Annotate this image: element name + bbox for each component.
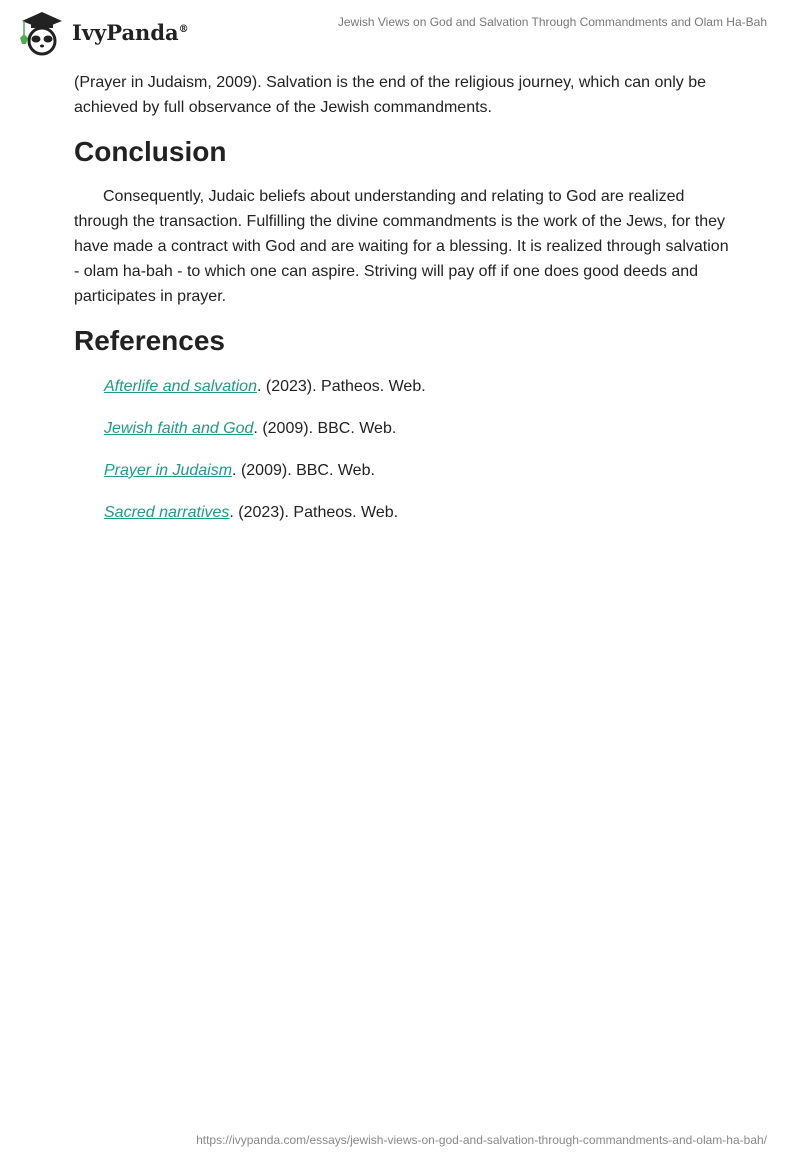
- reference-item: Afterlife and salvation. (2023). Patheos. Web.: [104, 378, 426, 395]
- reference-link[interactable]: Jewish faith and God: [104, 420, 254, 437]
- intro-paragraph: (Prayer in Judaism, 2009). Salvation is the end of the religious journey, which can only be achieved by full observance of the Jewish commandments.: [74, 74, 707, 116]
- reference-item: Sacred narratives. (2023). Patheos. Web.: [104, 504, 399, 521]
- document-title: Jewish Views on God and Salvation Through Commandments and Olam Ha-Bah: [337, 15, 767, 29]
- panda-graduate-icon: [18, 8, 66, 56]
- footer-url[interactable]: https://ivypanda.com/essays/jewish-views-on-god-and-salvation-through-commandments-and-olam-ha-bah/: [196, 1133, 767, 1147]
- ivypanda-logo[interactable]: [18, 8, 189, 56]
- conclusion-paragraph: Consequently, Judaic beliefs about understanding and relating to God are realized through the transaction. Fulfilling the divine commandments is the work of the Jews, for they have made a contract with God and are waiting for a blessing. It is realized through salvation - olam ha-bah - to which one can aspire. Striving will pay off if one does good deeds and participates in prayer.: [74, 188, 729, 305]
- logo-text: IvyPanda®: [72, 19, 189, 45]
- reference-item: Jewish faith and God. (2009). BBC. Web.: [104, 420, 397, 437]
- essay-content: [74, 70, 734, 542]
- conclusion-heading: Conclusion: [74, 136, 227, 167]
- references-heading: References: [74, 325, 225, 356]
- references-list: [74, 374, 734, 525]
- reference-item: Prayer in Judaism. (2009). BBC. Web.: [104, 462, 375, 479]
- reference-link[interactable]: Afterlife and salvation: [104, 378, 257, 395]
- reference-link[interactable]: Prayer in Judaism: [104, 462, 233, 479]
- reference-link[interactable]: Sacred narratives: [104, 504, 230, 521]
